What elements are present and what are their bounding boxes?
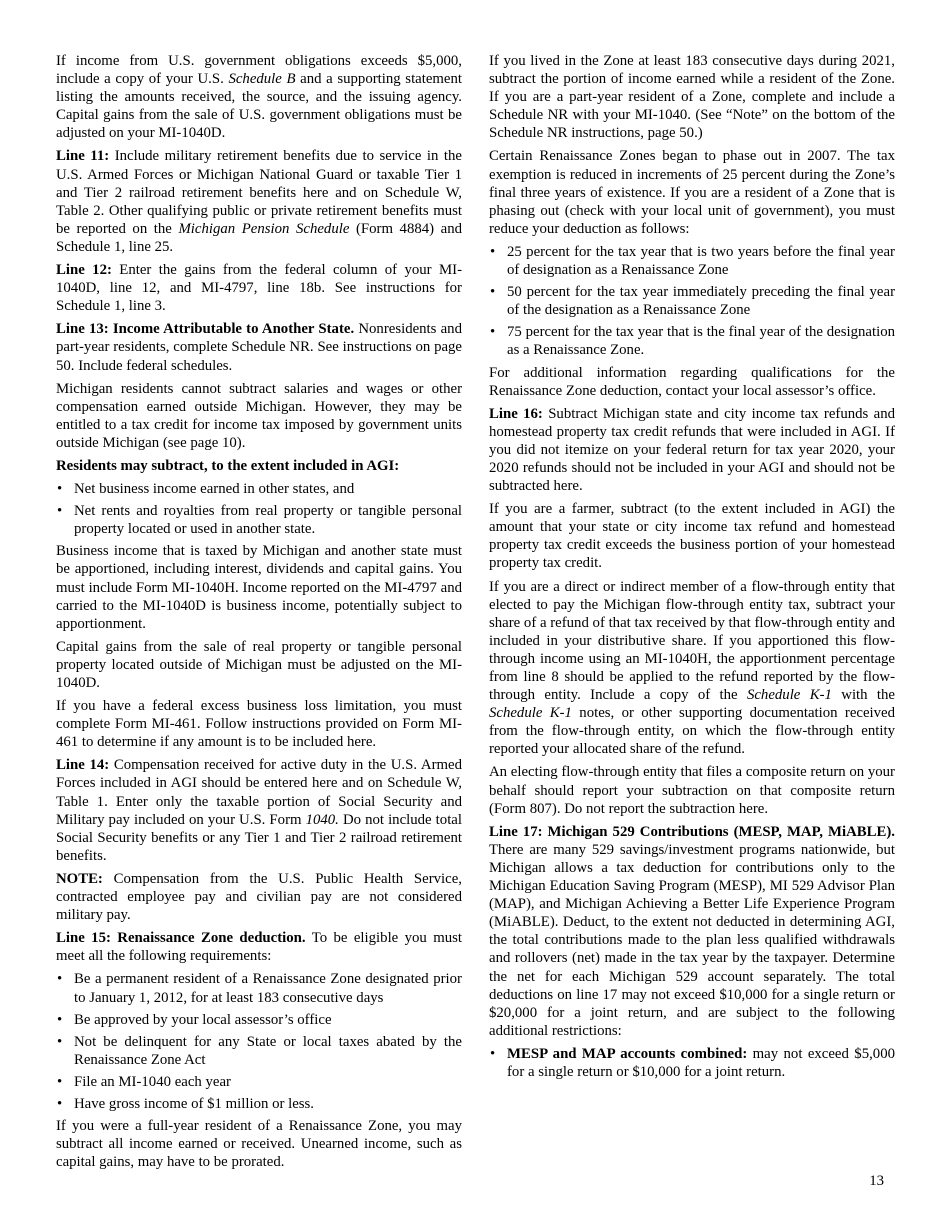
list-item: • Not be delinquent for any State or local taxes abated by the Renaissance Zone Act: [56, 1033, 462, 1069]
list-item: • 50 percent for the tax year immediately preceding the final year of the designation as a Renaissance Zone: [489, 283, 895, 319]
paragraph-additional-info: For additional information regarding qualifications for the Renaissance Zone deduction, contact your local assessor’s office.: [489, 364, 895, 399]
line-13-paragraph: Line 13: Income Attributable to Another State. Nonresidents and part-year residents, complete Schedule NR. See instructions on page 50. Include federal schedules.: [56, 321, 462, 374]
line-15-paragraph: Line 15: Renaissance Zone deduction. To be eligible you must meet all the following requirements:: [56, 930, 462, 965]
line-17-paragraph: Line 17: Michigan 529 Contributions (MESP, MAP, MiABLE). There are many 529 savings/investment programs nationwide, but Michigan allows a tax deduction for contributions only to the Michigan Education Saving Program (MESP), MI 529 Advisor Plan (MAP), and Michigan Achieving a Better Life Experience Program (MiABLE). Deduct, to the extent not deducted in determining AGI, the total contributions made to the plan less qualified withdrawals and rollovers (net) made in the tax year by the taxpayer. Determine the net for each Michigan 529 account separately. The total deductions on line 17 may not exceed $10,000 for a single return or $20,000 for a joint return, and are subject to the following additional restrictions:: [489, 823, 895, 1039]
left-column: [56, 52, 462, 1176]
line-14-paragraph: Line 14: Compensation received for active duty in the U.S. Armed Forces included in AGI should be entered here and on Schedule W, Table 1. Enter only the taxable portion of Social Security and Military pay included on your U.S. Form 1040. Do not include total Social Security benefits or any Tier 1 and Tier 2 railroad retirement benefits.: [56, 757, 462, 864]
list-item: • 75 percent for the tax year that is the final year of the designation as a Renaissance Zone.: [489, 323, 895, 359]
line-12-heading: Line 12:: [56, 262, 112, 279]
paragraph-capital-gains: Capital gains from the sale of real property or tangible personal property located outside of Michigan must be adjusted on the MI-1040D.: [56, 638, 462, 691]
residents-subtract-list: [56, 480, 462, 538]
phase-out-list: [489, 243, 895, 360]
line-11-heading: Line 11:: [56, 148, 110, 165]
right-column: [489, 52, 895, 1085]
line-16-heading: Line 16:: [489, 405, 543, 422]
list-item: • MESP and MAP accounts combined: may not exceed $5,000 for a single return or $10,000 for a joint return.: [489, 1045, 895, 1081]
line-17-heading: Line 17: Michigan 529 Contributions (MESP, MAP, MiABLE).: [489, 823, 895, 840]
paragraph-phase-out: Certain Renaissance Zones began to phase out in 2007. The tax exemption is reduced in increments of 25 percent during the Zone’s final three years of existence. If you are a resident of a Zone that is phasing out (check with your local unit of government), you must reduce your deduction as follows:: [489, 148, 895, 237]
list-item: • 25 percent for the tax year that is two years before the final year of designation as a Renaissance Zone: [489, 243, 895, 279]
list-item: • Have gross income of $1 million or less.: [56, 1095, 462, 1113]
paragraph-business-income: Business income that is taxed by Michigan and another state must be apportioned, including interest, dividends and capital gains. You must include Form MI-1040H. Income reported on the MI-4797 and carried to the MI-1040D is business income, potentially subject to apportionment.: [56, 543, 462, 632]
line-11-paragraph: Line 11: Include military retirement benefits due to service in the U.S. Armed Forces or Michigan National Guard or taxable Tier 1 and Tier 2 railroad retirement benefits here and on Schedule W, Table 2. Other qualifying public or private retirement benefits must be reported on the Michigan Pension Schedule (Form 4884) and Schedule 1, line 25.: [56, 148, 463, 255]
line-15-heading: Line 15: Renaissance Zone deduction.: [56, 930, 306, 947]
line-17-restrictions-list: [489, 1045, 895, 1081]
list-item: • Be a permanent resident of a Renaissance Zone designated prior to January 1, 2012, for at least 183 consecutive days: [56, 970, 462, 1006]
paragraph-residents-credit: Michigan residents cannot subtract salaries and wages or other compensation earned outside Michigan. However, they may be entitled to a tax credit for income tax imposed by government units outside Michigan (see page 10).: [56, 380, 462, 451]
line-13-heading: Line 13: Income Attributable to Another State.: [56, 321, 355, 338]
paragraph-us-obligations: If income from U.S. government obligations exceeds $5,000, include a copy of your U.S. Schedule B and a supporting statement listing the amounts received, the source, and the issuing agency. Capital gains from the sale of U.S. government obligations must be adjusted on your MI-1040D.: [56, 53, 463, 142]
note-paragraph: NOTE: Compensation from the U.S. Public Health Service, contracted employee pay and civilian pay are not considered military pay.: [56, 870, 462, 924]
list-item: • Be approved by your local assessor’s office: [56, 1011, 462, 1029]
line-12-paragraph: Line 12: Enter the gains from the federal column of your MI-1040D, line 12, and MI-4797, line 18b. See instructions for Schedule 1, line 3.: [56, 262, 462, 315]
note-heading: NOTE:: [56, 870, 103, 887]
list-item: • Net rents and royalties from real property or tangible personal property located or used in another state.: [56, 502, 462, 538]
paragraph-excess-loss: If you have a federal excess business loss limitation, you must complete Form MI-461. Follow instructions provided on Form MI-461 to determine if any amount is to be included here.: [56, 698, 462, 751]
paragraph-full-year-resident: If you were a full-year resident of a Renaissance Zone, you may subtract all income earned or received. Unearned income, such as capital gains, may have to be prorated.: [56, 1118, 462, 1171]
residents-subtract-heading: Residents may subtract, to the extent included in AGI:: [56, 457, 400, 474]
paragraph-flow-through: If you are a direct or indirect member of a flow-through entity that elected to pay the Michigan flow-through entity tax, subtract your share of a refund of that tax received by that flow-through entity and included in your distributive share. If you apportioned this flow-through income using an MI-1040H, the apportionment percentage from line 8 should be applied to the refund reported by the flow-through entity. Include a copy of the Schedule K-1 with the Schedule K-1 notes, or other supporting documentation received from the flow-through entity, on which the flow-through entity reported your allocated share of the refund.: [489, 578, 895, 758]
line-16-paragraph: Line 16: Subtract Michigan state and city income tax refunds and homestead property tax credit refunds that were included in AGI. If you did not itemize on your federal return for tax year 2020, your 2020 refunds should not be included in your AGI and should not be subtracted here.: [489, 405, 896, 495]
line-14-heading: Line 14:: [56, 757, 110, 774]
paragraph-electing-entity: An electing flow-through entity that files a composite return on your behalf should report your subtraction on that composite return (Form 807). Do not report the subtraction here.: [489, 764, 895, 817]
line-15-requirements-list: [56, 970, 462, 1113]
paragraph-farmer: If you are a farmer, subtract (to the extent included in AGI) the amount that your state or city income tax refund and homestead property tax credit exceeds the business portion of your homestead property tax credit.: [489, 501, 895, 572]
list-item: • Net business income earned in other states, and: [56, 480, 462, 498]
paragraph-lived-in-zone: If you lived in the Zone at least 183 consecutive days during 2021, subtract the portion of income earned while a resident of the Zone. If you are a part-year resident of a Zone, complete and include a Schedule NR with your MI-1040. (See “Note” on the bottom of the Schedule NR instructions, page 50.): [489, 53, 895, 142]
page-number: 13: [869, 1173, 884, 1189]
list-item: • File an MI-1040 each year: [56, 1073, 462, 1091]
